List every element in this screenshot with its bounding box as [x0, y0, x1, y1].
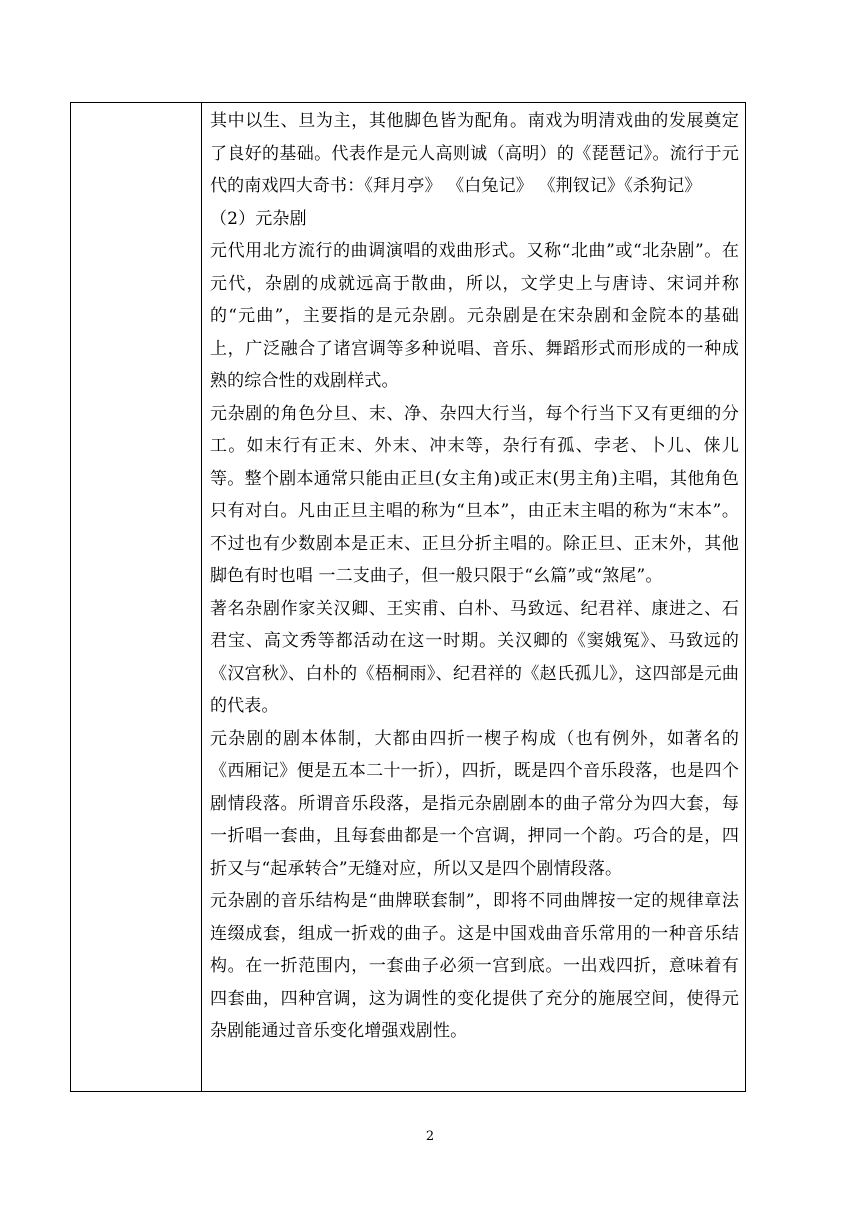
- paragraph-yuan-zaju-music: 元杂剧的音乐结构是“曲牌联套制”，即将不同曲牌按一定的规律章法连缀成套，组成一折戏的曲子。这是中国戏曲音乐常用的一种音乐结构。在一折范围内，一套曲子必须一宫到底。一出戏四折，意味着有四套曲，四种宫调，这为调性的变化提供了充分的施展空间，使得元杂剧能通过音乐变化增强戏剧性。: [210, 891, 739, 1041]
- page-number: 2: [425, 1129, 435, 1144]
- paragraph-nanxi-continued: 其中以生、旦为主，其他脚色皆为配角。南戏为明清戏曲的发展奠定了良好的基础。代表作是元人高则诚（高明）的《琵琶记》。流行于元代的南戏四大奇书：《拜月亭》 《白兔记》 《荆钗记》《杀狗记》: [210, 111, 739, 196]
- paragraph-yuan-zaju-definition: 元代用北方流行的曲调演唱的戏曲形式。又称“北曲”或“北杂剧”。在元代，杂剧的成就远高于散曲，所以，文学史上与唐诗、宋词并称的“元曲”，主要指的是元杂剧。元杂剧是在宋杂剧和金院本的基础上，广泛融合了诸宫调等多种说唱、音乐、舞蹈形式而形成的一种成熟的综合性的戏剧样式。: [210, 241, 739, 391]
- paragraph-yuan-zaju-authors: 著名杂剧作家关汉卿、王实甫、白朴、马致远、纪君祥、康进之、石君宝、高文秀等都活动在这一时期。关汉卿的《窦娥冤》、马致远的《汉宫秋》、白朴的《梧桐雨》、纪君祥的《赵氏孤儿》，这四部是元曲的代表。: [210, 598, 739, 716]
- content-table: [70, 102, 746, 1092]
- paragraph-yuan-zaju-roles: 元杂剧的角色分旦、末、净、杂四大行当，每个行当下又有更细的分工。如末行有正末、外末、冲末等，杂行有孤、孛老、卜儿、俫儿等。整个剧本通常只能由正旦(女主角)或正末(男主角)主唱，其他角色只有对白。凡由正旦主唱的称为“旦本”，由正末主唱的称为“末本”。不过也有少数剧本是正末、正旦分折主唱的。除正旦、正末外，其他脚色有时也唱 一二支曲子，但一般只限于“幺篇”或“煞尾”。: [210, 403, 739, 586]
- section-heading-yuan-zaju: （2）元杂剧: [210, 208, 307, 229]
- paragraph-yuan-zaju-structure: 元杂剧的剧本体制，大都由四折一楔子构成（也有例外，如著名的《西厢记》便是五本二十一折），四折，既是四个音乐段落，也是四个剧情段落。所谓音乐段落，是指元杂剧剧本的曲子常分为四大套，每一折唱一套曲，且每套曲都是一个宫调，押同一个韵。巧合的是，四折又与“起承转合”无缝对应，所以又是四个剧情段落。: [210, 728, 739, 879]
- table-right-cell: [202, 103, 745, 1091]
- table-left-cell: [71, 103, 202, 1091]
